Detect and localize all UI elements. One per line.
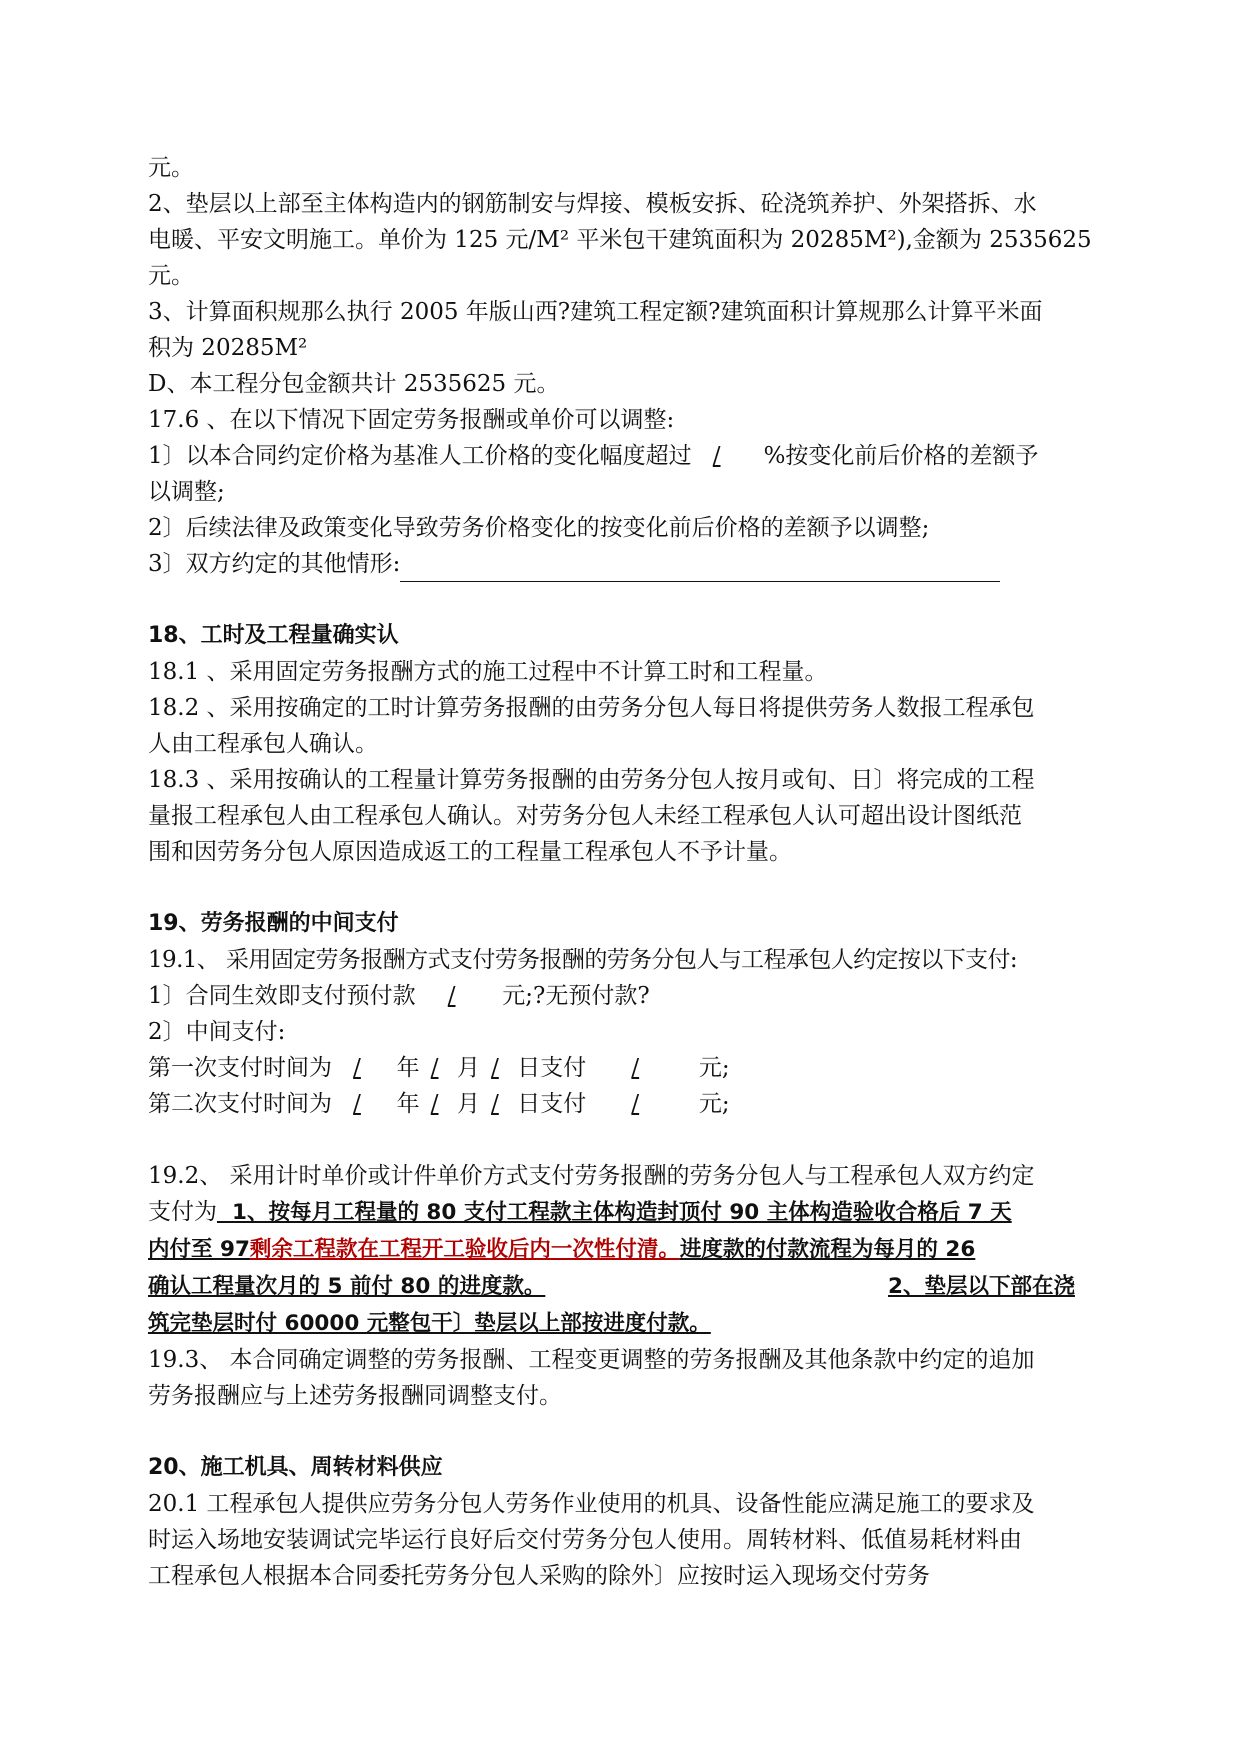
text-segment: 月: [456, 1091, 480, 1117]
payment-terms: 确认工程量次月的 5 前付 80 的进度款。: [148, 1274, 546, 1299]
text-line: 19.2、 采用计时单价或计件单价方式支付劳务报酬的劳务分包人与工程承包人双方约定: [148, 1163, 1035, 1189]
payment-line-2: [148, 1086, 1101, 1122]
payment-terms: 筑完垫层时付 60000 元整包干〕垫层以上部按进度付款。: [148, 1311, 711, 1336]
text-line: 元。: [148, 155, 194, 181]
text-line: [148, 1268, 1101, 1305]
text-line: 18.2 、采用按确定的工时计算劳务报酬的由劳务分包人每日将提供劳务人数报工程承包: [148, 695, 1035, 721]
blank-line: [400, 555, 1000, 582]
text-line: [148, 1194, 1101, 1231]
payment-line-1: [148, 1050, 1101, 1086]
text-line: 围和因劳务分包人原因造成返工的工程量工程承包人不予计量。: [148, 839, 792, 865]
section-heading-20: 20、施工机具、周转材料供应: [148, 1455, 443, 1480]
text-line: 量报工程承包人由工程承包人确认。对劳务分包人未经工程承包人认可超出设计图纸范: [148, 803, 1022, 829]
blank-field: /: [631, 1091, 640, 1117]
text-line: 19.1、 采用固定劳务报酬方式支付劳务报酬的劳务分包人与工程承包人约定按以下支付:: [148, 947, 1018, 973]
payment-terms: [217, 1200, 1012, 1225]
blank-field: /: [430, 1055, 439, 1081]
payment-terms: 进度款的付款流程为每月的 26: [679, 1237, 976, 1262]
text-line: [148, 546, 1101, 582]
text-line: [148, 1305, 1101, 1342]
text-line: 人由工程承包人确认。: [148, 731, 378, 757]
text-line: 2〕后续法律及政策变化导致劳务价格变化的按变化前后价格的差额予以调整;: [148, 515, 930, 541]
text-line: 18.3 、采用按确认的工程量计算劳务报酬的由劳务分包人按月或旬、日〕将完成的工程: [148, 767, 1035, 793]
text-segment: %按变化前后价格的差额予: [763, 443, 1039, 469]
text-segment: 年: [396, 1055, 420, 1081]
text-line: 以调整;: [148, 479, 225, 505]
blank-field: /: [491, 1091, 499, 1117]
text-line: D、本工程分包金额共计 2535625 元。: [148, 371, 560, 397]
text-segment: 日支付: [517, 1091, 587, 1117]
text-line: 电暖、平安文明施工。单价为 125 元/M² 平米包干建筑面积为 20285M²),金额为 2535625: [148, 227, 1092, 253]
text-segment: 1〕以本合同约定价格为基准人工价格的变化幅度超过: [148, 443, 692, 469]
text-segment: 元;?无预付款?: [502, 983, 650, 1009]
text-segment: 元;: [698, 1091, 730, 1117]
text-segment: 3〕双方约定的其他情形:: [148, 551, 401, 577]
text-line: 17.6 、在以下情况下固定劳务报酬或单价可以调整:: [148, 407, 675, 433]
text-segment: 年: [396, 1091, 420, 1117]
text-line: [148, 978, 1101, 1014]
text-line: 时运入场地安装调试完毕运行良好后交付劳务分包人使用。周转材料、低值易耗材料由: [148, 1527, 1022, 1553]
section-heading-19: 19、劳务报酬的中间支付: [148, 911, 399, 936]
text-line: 2、垫层以上部至主体构造内的钢筋制安与焊接、模板安拆、砼浇筑养护、外架搭拆、水: [148, 191, 1037, 217]
highlighted-terms: 剩余工程款在工程开工验收后内一次性付清。: [249, 1237, 680, 1262]
text-line: 劳务报酬应与上述劳务报酬同调整支付。: [148, 1383, 562, 1409]
text-segment: 月: [456, 1055, 480, 1081]
text-segment: 支付为: [148, 1199, 217, 1225]
text-line: 积为 20285M²: [148, 335, 308, 361]
text-segment: 元;: [698, 1055, 730, 1081]
text-segment: 第一次支付时间为: [148, 1055, 332, 1081]
text-segment: 日支付: [517, 1055, 587, 1081]
text-line: 工程承包人根据本合同委托劳务分包人采购的除外〕应按时运入现场交付劳务: [148, 1563, 930, 1589]
text-line: 2〕中间支付:: [148, 1019, 286, 1045]
text-line: [148, 438, 1101, 474]
text-line: 元。: [148, 263, 194, 289]
blank-field: /: [631, 1055, 640, 1081]
text-segment: 1〕合同生效即支付预付款: [148, 983, 416, 1009]
text-line: 20.1 工程承包人提供应劳务分包人劳务作业使用的机具、设备性能应满足施工的要求及: [148, 1491, 1035, 1517]
blank-field: /: [447, 983, 456, 1009]
payment-terms: 2、垫层以下部在浇: [888, 1274, 1075, 1299]
text-line: 18.1 、采用固定劳务报酬方式的施工过程中不计算工时和工程量。: [148, 659, 828, 685]
payment-terms: 内付至 97: [148, 1237, 250, 1262]
blank-field: /: [353, 1055, 361, 1081]
text-segment: 1、按每月工程量的 80 支付工程款主体构造封顶付 90 主体构造验收合格后 7 天: [231, 1200, 1012, 1225]
text-line: [148, 1231, 1101, 1268]
blank-field: /: [430, 1091, 439, 1117]
section-heading-18: 18、工时及工程量确实认: [148, 623, 399, 648]
text-line: 3、计算面积规那么执行 2005 年版山西?建筑工程定额?建筑面积计算规那么计算平米面: [148, 299, 1043, 325]
blank-field: /: [491, 1055, 499, 1081]
blank-field: /: [353, 1091, 361, 1117]
text-line: 19.3、 本合同确定调整的劳务报酬、工程变更调整的劳务报酬及其他条款中约定的追加: [148, 1347, 1035, 1373]
text-segment: 第二次支付时间为: [148, 1091, 332, 1117]
blank-field: /: [712, 443, 721, 469]
